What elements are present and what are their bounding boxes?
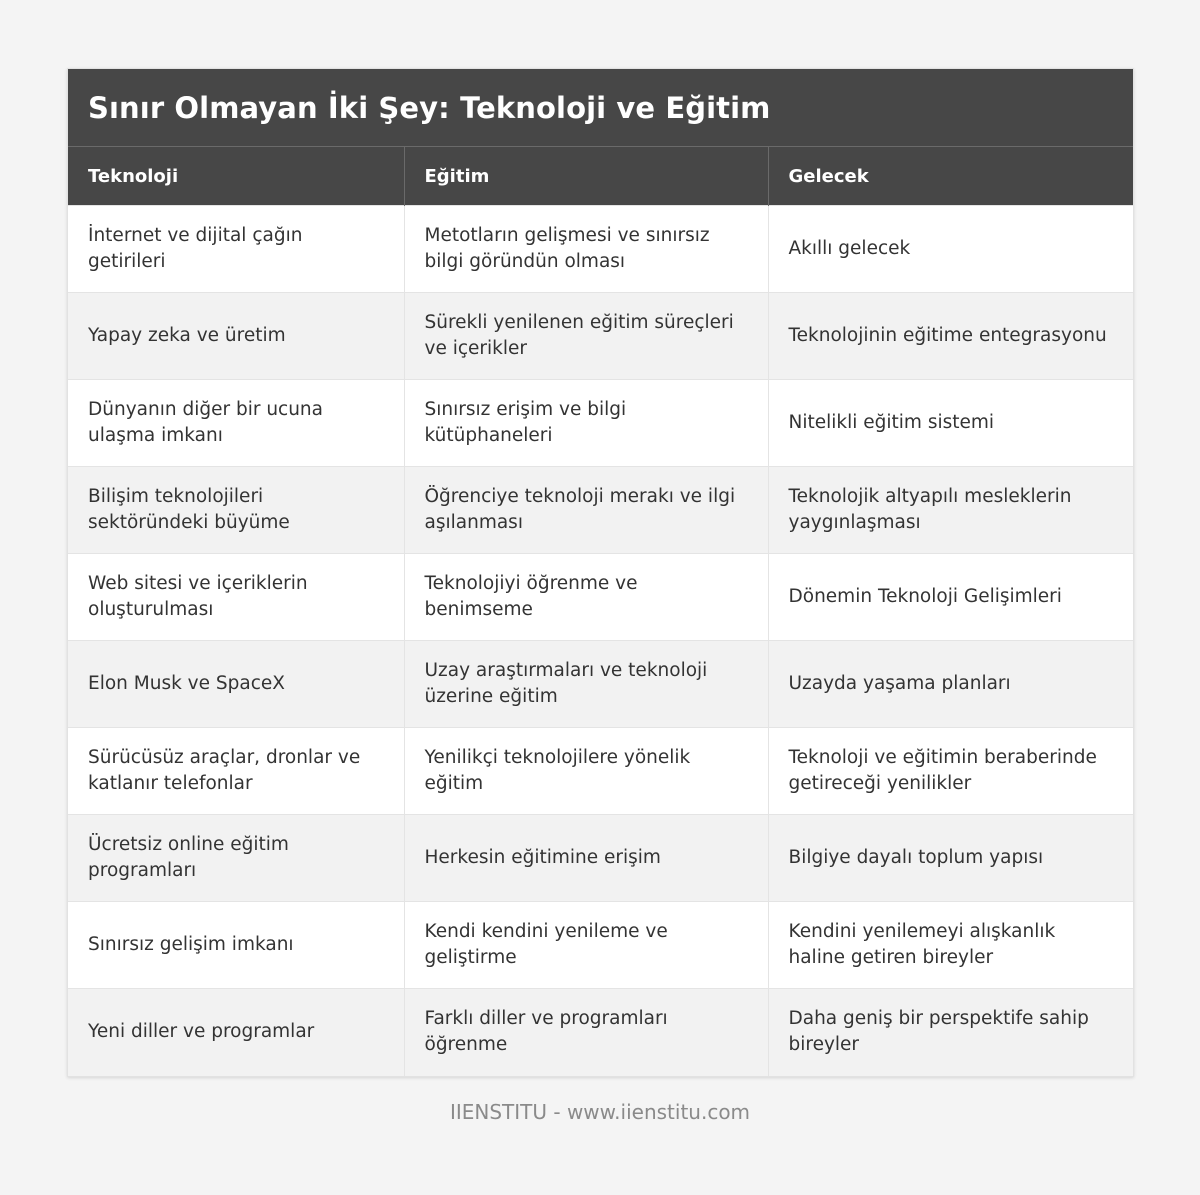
table-cell: Sürücüsüz araçlar, dronlar ve katlanır telefonlar (68, 728, 404, 815)
table-cell: Teknolojik altyapılı mesleklerin yaygınlaşması (768, 467, 1133, 554)
table-row (68, 728, 1133, 815)
table-row (68, 641, 1133, 728)
table-row (68, 206, 1133, 293)
table-cell: Web sitesi ve içeriklerin oluşturulması (68, 554, 404, 641)
table-cell: Kendi kendini yenileme ve geliştirme (404, 902, 768, 989)
table-cell: Yapay zeka ve üretim (68, 293, 404, 380)
table-cell: Öğrenciye teknoloji merakı ve ilgi aşılanması (404, 467, 768, 554)
column-header-teknoloji: Teknoloji (68, 147, 404, 206)
table-row (68, 554, 1133, 641)
header-row (68, 147, 1133, 206)
table-cell: Herkesin eğitimine erişim (404, 815, 768, 902)
table-cell: Uzayda yaşama planları (768, 641, 1133, 728)
table-cell: Nitelikli eğitim sistemi (768, 380, 1133, 467)
table-cell: Sürekli yenilenen eğitim süreçleri ve içerikler (404, 293, 768, 380)
table-cell: Sınırsız erişim ve bilgi kütüphaneleri (404, 380, 768, 467)
table-cell: Kendini yenilemeyi alışkanlık haline getiren bireyler (768, 902, 1133, 989)
table-cell: Teknoloji ve eğitimin beraberinde getireceği yenilikler (768, 728, 1133, 815)
table-cell: Sınırsız gelişim imkanı (68, 902, 404, 989)
column-header-egitim: Eğitim (404, 147, 768, 206)
table-row (68, 902, 1133, 989)
table-header (68, 147, 1133, 206)
table-cell: Ücretsiz online eğitim programları (68, 815, 404, 902)
data-table (68, 146, 1133, 1076)
table-row (68, 989, 1133, 1076)
table-cell: Bilişim teknolojileri sektöründeki büyüme (68, 467, 404, 554)
column-header-gelecek: Gelecek (768, 147, 1133, 206)
content-card (67, 68, 1134, 1077)
table-row (68, 380, 1133, 467)
table-row (68, 467, 1133, 554)
table-cell: Elon Musk ve SpaceX (68, 641, 404, 728)
title-bar (68, 69, 1133, 146)
table-cell: Akıllı gelecek (768, 206, 1133, 293)
table-cell: Bilgiye dayalı toplum yapısı (768, 815, 1133, 902)
table-cell: Teknolojiyi öğrenme ve benimseme (404, 554, 768, 641)
table-cell: İnternet ve dijital çağın getirileri (68, 206, 404, 293)
table-cell: Dünyanın diğer bir ucuna ulaşma imkanı (68, 380, 404, 467)
page-title: Sınır Olmayan İki Şey: Teknoloji ve Eğitim (88, 90, 771, 125)
table-cell: Teknolojinin eğitime entegrasyonu (768, 293, 1133, 380)
table-row (68, 815, 1133, 902)
table-body (68, 206, 1133, 1076)
table-cell: Farklı diller ve programları öğrenme (404, 989, 768, 1076)
table-cell: Dönemin Teknoloji Gelişimleri (768, 554, 1133, 641)
footer-credit: IIENSTITU - www.iienstitu.com (449, 1100, 751, 1124)
table-row (68, 293, 1133, 380)
table-cell: Yeni diller ve programlar (68, 989, 404, 1076)
table-cell: Yenilikçi teknolojilere yönelik eğitim (404, 728, 768, 815)
table-cell: Daha geniş bir perspektife sahip bireyler (768, 989, 1133, 1076)
table-cell: Uzay araştırmaları ve teknoloji üzerine eğitim (404, 641, 768, 728)
table-cell: Metotların gelişmesi ve sınırsız bilgi göründün olması (404, 206, 768, 293)
